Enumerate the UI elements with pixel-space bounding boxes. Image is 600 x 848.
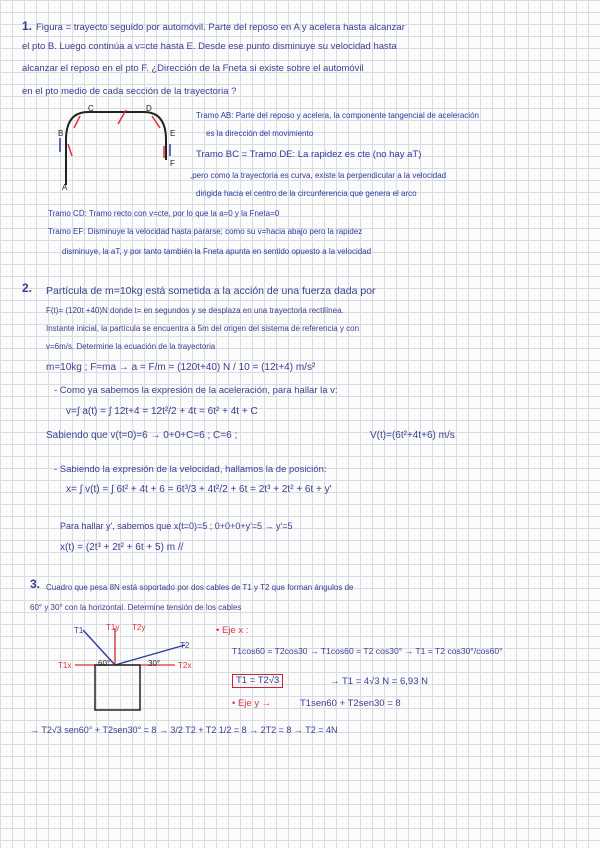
problem-3-eq-3: T1sen60 + T2sen30 = 8	[300, 698, 401, 709]
note-ab-2: es la dirección del movimiento	[206, 129, 314, 138]
tension-relation-box: T1 = T2√3	[232, 674, 283, 688]
problem-2-position-result: x(t) = (2t³ + 2t² + 6t + 5) m //	[60, 542, 184, 553]
fig-t1-label: T1	[74, 626, 84, 635]
force-arrow-ab	[68, 144, 72, 156]
problem-1-line-3: alcanzar el reposo en el pto F. ¿Dirección de la Fneta si existe sobre el automóvil	[22, 63, 364, 74]
note-bc-de: Tramo BC = Tramo DE: La rapidez es cte (no hay aT)	[196, 149, 422, 160]
trajectory-figure	[48, 100, 178, 190]
problem-2-eq-3: v=∫ a(t) = ∫ 12t+4 = 12t²/2 + 4t = 6t² + 4t + C	[66, 406, 258, 417]
axis-y-label: • Eje y →	[232, 698, 272, 709]
note-curve: ,pero como la trayectoria es curva, existe la perpendicular a la velocidad	[190, 171, 447, 180]
problem-2-line-3: Instante inicial, la partícula se encuentra a 5m del origen del sistema de referencia y con	[46, 324, 360, 333]
problem-2-number: 2.	[22, 281, 33, 295]
problem-3-line-2: 60° y 30° con la horizontal. Determine tensión de los cables	[30, 603, 242, 612]
problem-2-line-1: Partícula de m=10kg está sometida a la acción de una fuerza dada por	[46, 285, 376, 297]
axis-x-label: • Eje x :	[216, 625, 249, 636]
point-e-label: E	[170, 129, 176, 138]
problem-3-eq-1: T1cos60 = T2cos30 → T1cos60 = T2 cos30° → T1 = T2 cos30°/cos60°	[232, 646, 503, 656]
trajectory-path	[66, 112, 166, 185]
problem-1-line-2: el pto B. Luego continúa a v=cte hasta E. Desde ese punto disminuye su velocidad hasta	[22, 41, 397, 52]
problem-1-number: 1.	[22, 19, 33, 33]
problem-2-eq-4: Sabiendo que v(t=0)=6 → 0+0+C=6 ; C=6 ;	[46, 430, 238, 441]
point-d-label: D	[146, 104, 152, 113]
point-c-label: C	[88, 104, 94, 113]
note-cd: Tramo CD: Tramo recto con v=cte, por lo que la a=0 y la Fneta=0	[48, 209, 280, 218]
problem-2-eq-6: x= ∫ v(t) = ∫ 6t² + 4t + 6 = 6t³/3 + 4t²/2 + 6t = 2t³ + 2t² + 6t + y'	[66, 484, 332, 495]
fig-t2x-label: T2x	[178, 661, 192, 670]
problem-2-eq-5: - Sabiendo la expresión de la velocidad, hallamos la de posición:	[54, 464, 327, 475]
note-curve-2: dirigida hacia el centro de la circunferencia que genera el arco	[196, 189, 417, 198]
fig-t1y-label: T1y	[106, 623, 120, 632]
problem-2-eq-7: Para hallar y', sabemos que x(t=0)=5 ; 0+0+0+y'=5 → y'=5	[60, 521, 293, 531]
fig-t2-label: T2	[180, 641, 190, 650]
fig-angle-60: 60°	[98, 659, 111, 668]
problem-2-eq-1: m=10kg ; F=ma → a = F/m = (120t+40) N / 10 = (12t+4) m/s²	[46, 362, 316, 373]
point-f-label: F	[170, 159, 175, 168]
fig-angle-30: 30°	[148, 659, 161, 668]
problem-2-line-2: F(t)= (120t +40)N donde t= en segundos y se desplaza en una trayectoria rectilínea.	[46, 306, 344, 315]
problem-2-line-4: v=6m/s. Determine la ecuación de la trayectoria	[46, 342, 216, 351]
force-arrow-bc	[74, 116, 80, 128]
hanging-frame	[95, 665, 140, 710]
problem-1-line-4: en el pto medio de cada sección de la trayectoria ?	[22, 86, 237, 97]
problem-3-t1-result: → T1 = 4√3 N = 6,93 N	[330, 676, 428, 687]
note-ef-2: disminuye, la aT, y por tanto también la Fneta apunta en sentido opuesto a la velocidad	[62, 247, 372, 256]
problem-3-t2-result: → T2√3 sen60° + T2sen30° = 8 → 3/2 T2 + T2 1/2 = 8 → 2T2 = 8 → T2 = 4N	[30, 725, 338, 735]
fig-t1x-label: T1x	[58, 661, 72, 670]
problem-2-eq-2: - Como ya sabemos la expresión de la aceleración, para hallar la v:	[54, 385, 338, 396]
fig-t2y-label: T2y	[132, 623, 146, 632]
point-b-label: B	[58, 129, 64, 138]
point-a-label: A	[62, 183, 68, 192]
problem-2-velocity-result: V(t)=(6t²+4t+6) m/s	[370, 430, 455, 441]
note-ef: Tramo EF: Disminuye la velocidad hasta pararse; como su v=hacia abajo pero la rapidez	[48, 227, 363, 236]
note-ab: Tramo AB: Parte del reposo y acelera, la componente tangencial de aceleración	[196, 111, 479, 120]
problem-3-line-1: Cuadro que pesa 8N está soportado por dos cables de T1 y T2 que forman ángulos de	[46, 583, 354, 592]
problem-3-number: 3.	[30, 577, 41, 591]
problem-1-line-1: Figura = trayecto seguido por automóvil. Parte del reposo en A y acelera hasta alcanzar	[36, 22, 405, 33]
